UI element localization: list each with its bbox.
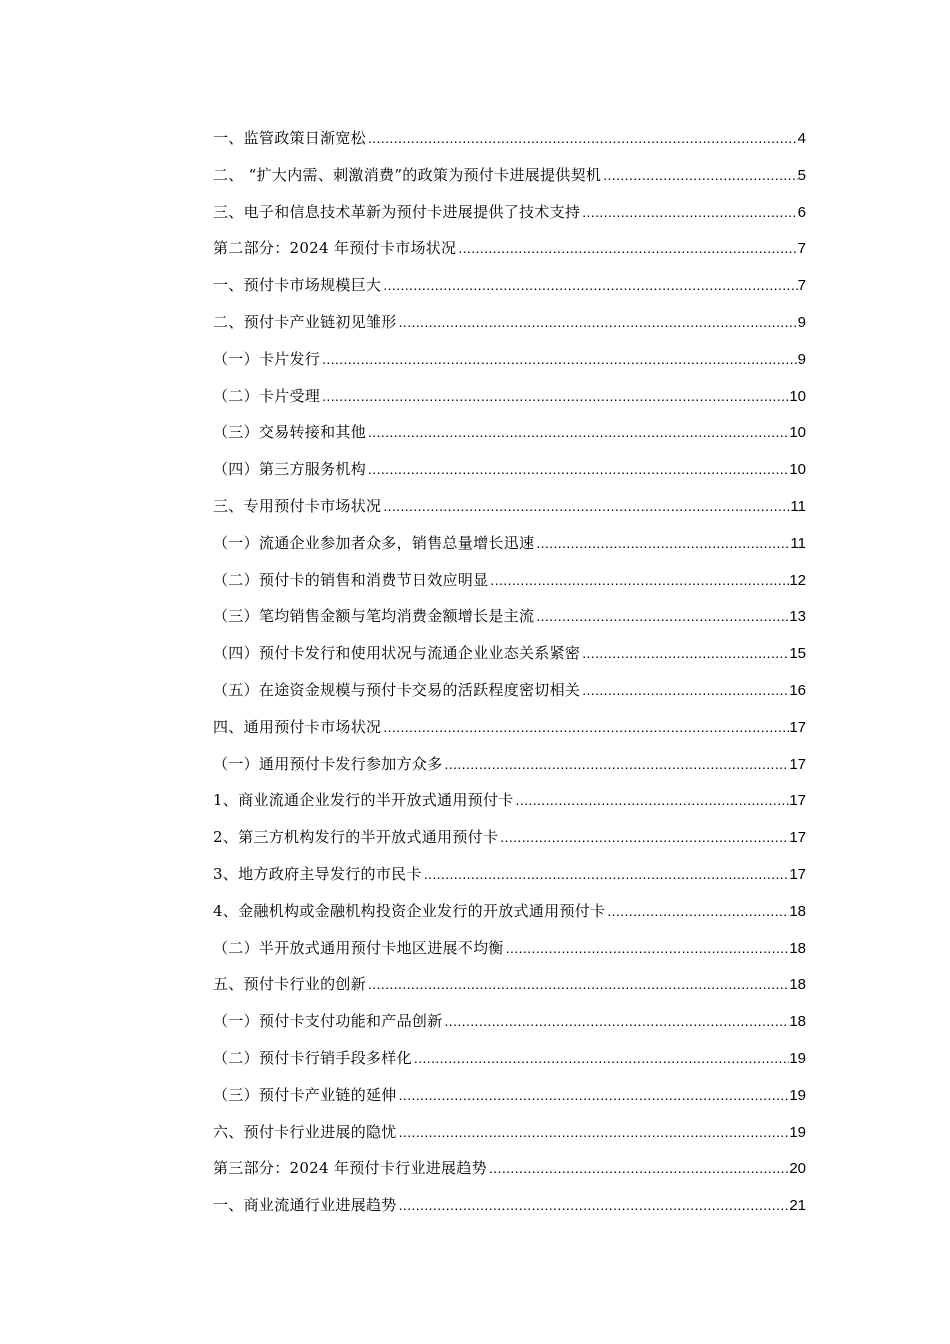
toc-entry-page-number: 18	[789, 902, 806, 920]
toc-entry-page-number: 17	[789, 865, 806, 883]
toc-entry[interactable]	[213, 529, 806, 566]
toc-entry-page-number: 18	[789, 1013, 806, 1031]
toc-dot-leader	[534, 529, 790, 557]
toc-entry-title: 第二部分：2024 年预付卡市场状况	[213, 239, 457, 258]
toc-entry[interactable]	[213, 1044, 806, 1081]
toc-entry[interactable]	[213, 1118, 806, 1155]
toc-entry[interactable]	[213, 124, 806, 161]
toc-entry[interactable]	[213, 418, 806, 455]
toc-entry-title: 一、预付卡市场规模巨大	[213, 276, 382, 295]
toc-entry-title: （二）半开放式通用预付卡地区进展不均衡	[213, 938, 504, 957]
toc-dot-leader	[534, 602, 789, 630]
toc-entry-page-number: 10	[789, 424, 806, 442]
toc-entry-page-number: 18	[789, 939, 806, 957]
toc-entry-page-number: 17	[789, 792, 806, 810]
toc-dot-leader	[498, 823, 789, 851]
toc-entry-title: 三、专用预付卡市场状况	[213, 496, 382, 515]
toc-dot-leader	[514, 786, 790, 814]
toc-entry-page-number: 7	[797, 277, 806, 295]
toc-entry[interactable]	[213, 566, 806, 603]
toc-entry[interactable]	[213, 639, 806, 676]
toc-dot-leader	[397, 1191, 790, 1219]
toc-entry[interactable]	[213, 713, 806, 750]
toc-entry-page-number: 20	[789, 1160, 806, 1178]
toc-dot-leader	[504, 934, 790, 962]
toc-entry-title: （一）卡片发行	[213, 349, 321, 368]
toc-dot-leader	[580, 676, 789, 704]
toc-dot-leader	[580, 198, 797, 226]
toc-entry-title: 四、通用预付卡市场状况	[213, 717, 382, 736]
toc-entry-page-number: 15	[789, 645, 806, 663]
toc-entry[interactable]	[213, 382, 806, 419]
toc-entry-title: 3、地方政府主导发行的市民卡	[213, 864, 422, 883]
toc-entry[interactable]	[213, 1081, 806, 1118]
toc-entry[interactable]	[213, 198, 806, 235]
toc-entry[interactable]	[213, 271, 806, 308]
toc-dot-leader	[366, 970, 789, 998]
toc-entry-page-number: 5	[797, 166, 806, 184]
toc-entry-page-number: 17	[789, 755, 806, 773]
toc-entry[interactable]	[213, 750, 806, 787]
toc-entry-page-number: 17	[789, 829, 806, 847]
toc-entry-title: 一、商业流通行业进展趋势	[213, 1196, 397, 1215]
toc-entry-page-number: 18	[789, 976, 806, 994]
toc-entry-title: 二、预付卡产业链初见雏形	[213, 312, 397, 331]
toc-dot-leader	[366, 418, 789, 446]
toc-entry[interactable]	[213, 234, 806, 271]
toc-dot-leader	[397, 1081, 790, 1109]
toc-entry-title: 4、金融机构或金融机构投资企业发行的开放式通用预付卡	[213, 901, 606, 920]
toc-entry-title: 三、电子和信息技术革新为预付卡进展提供了技术支持	[213, 202, 581, 221]
toc-dot-leader	[443, 1007, 790, 1035]
toc-entry[interactable]	[213, 308, 806, 345]
toc-entry-page-number: 19	[789, 1086, 806, 1104]
toc-entry[interactable]	[213, 455, 806, 492]
toc-entry-title: （二）预付卡行销手段多样化	[213, 1048, 412, 1067]
toc-entry-page-number: 11	[790, 497, 806, 515]
toc-dot-leader	[320, 382, 789, 410]
toc-dot-leader	[580, 639, 789, 667]
toc-dot-leader	[412, 1044, 789, 1072]
toc-dot-leader	[487, 1154, 789, 1182]
toc-dot-leader	[366, 124, 798, 152]
toc-entry-page-number: 21	[789, 1197, 806, 1215]
toc-entry-page-number: 4	[797, 130, 806, 147]
toc-entry-title: （二）预付卡的销售和消费节日效应明显	[213, 570, 489, 589]
toc-entry-page-number: 16	[789, 681, 806, 699]
toc-entry-title: 二、 “扩大内需、刺激消费”的政策为预付卡进展提供契机	[213, 165, 602, 184]
toc-entry-page-number: 7	[797, 240, 806, 258]
toc-entry-page-number: 13	[789, 608, 806, 626]
toc-entry-title: （一）流通企业参加者众多，销售总量增长迅速	[213, 533, 535, 552]
toc-entry-title: （三）交易转接和其他	[213, 423, 367, 442]
toc-entry-page-number: 9	[797, 313, 806, 331]
toc-entry[interactable]	[213, 676, 806, 713]
toc-dot-leader	[381, 713, 789, 741]
toc-entry-page-number: 9	[797, 350, 806, 368]
toc-entry-title: （三）笔均销售金额与笔均消费金额增长是主流	[213, 607, 535, 626]
toc-entry-title: （二）卡片受理	[213, 386, 321, 405]
toc-entry-title: （一）预付卡支付功能和产品创新	[213, 1012, 443, 1031]
toc-dot-leader	[397, 1118, 790, 1146]
toc-dot-leader	[601, 161, 797, 189]
toc-entry[interactable]	[213, 823, 806, 860]
toc-dot-leader	[366, 455, 789, 483]
toc-entry-page-number: 11	[790, 534, 806, 552]
toc-entry-title: （三）预付卡产业链的延伸	[213, 1085, 397, 1104]
toc-entry[interactable]	[213, 161, 806, 198]
toc-entry-title: （四）预付卡发行和使用状况与流通企业业态关系紧密	[213, 644, 581, 663]
toc-entry-title: （四）第三方服务机构	[213, 460, 367, 479]
toc-entry-page-number: 10	[789, 387, 806, 405]
toc-dot-leader	[422, 860, 790, 888]
toc-entry-page-number: 12	[789, 571, 806, 589]
toc-entry[interactable]	[213, 1191, 806, 1228]
toc-entry[interactable]	[213, 492, 806, 529]
toc-entry-title: 一、监管政策日渐宽松	[213, 129, 367, 147]
toc-entry-page-number: 6	[797, 203, 806, 221]
toc-dot-leader	[488, 566, 789, 594]
toc-entry-title: 第三部分：2024 年预付卡行业进展趋势	[213, 1159, 487, 1178]
toc-entry-page-number: 10	[789, 461, 806, 479]
toc-dot-leader	[605, 897, 789, 925]
toc-entry[interactable]	[213, 786, 806, 823]
toc-dot-leader	[443, 750, 790, 778]
toc-dot-leader	[320, 345, 798, 373]
toc-entry[interactable]	[213, 897, 806, 934]
toc-entry[interactable]	[213, 345, 806, 382]
toc-dot-leader	[381, 271, 797, 299]
toc-entry-page-number: 19	[789, 1123, 806, 1141]
toc-entry-title: （五）在途资金规模与预付卡交易的活跃程度密切相关	[213, 680, 581, 699]
toc-entry-title: 1、商业流通企业发行的半开放式通用预付卡	[213, 791, 514, 810]
toc-entry-title: 五、预付卡行业的创新	[213, 975, 367, 994]
toc-entry[interactable]	[213, 970, 806, 1007]
toc-entry[interactable]	[213, 1007, 806, 1044]
toc-entry-title: 六、预付卡行业进展的隐忧	[213, 1122, 397, 1141]
toc-entry[interactable]	[213, 860, 806, 897]
toc-entry-title: 2、第三方机构发行的半开放式通用预付卡	[213, 828, 499, 847]
toc-entry-page-number: 17	[789, 718, 806, 736]
toc-dot-leader	[397, 308, 798, 336]
toc-entry[interactable]	[213, 934, 806, 971]
toc-entry-page-number: 19	[789, 1049, 806, 1067]
table-of-contents	[213, 124, 806, 1228]
toc-entry[interactable]	[213, 1154, 806, 1191]
toc-entry[interactable]	[213, 602, 806, 639]
toc-entry-title: （一）通用预付卡发行参加方众多	[213, 754, 443, 773]
toc-dot-leader	[456, 234, 797, 262]
toc-dot-leader	[381, 492, 790, 520]
